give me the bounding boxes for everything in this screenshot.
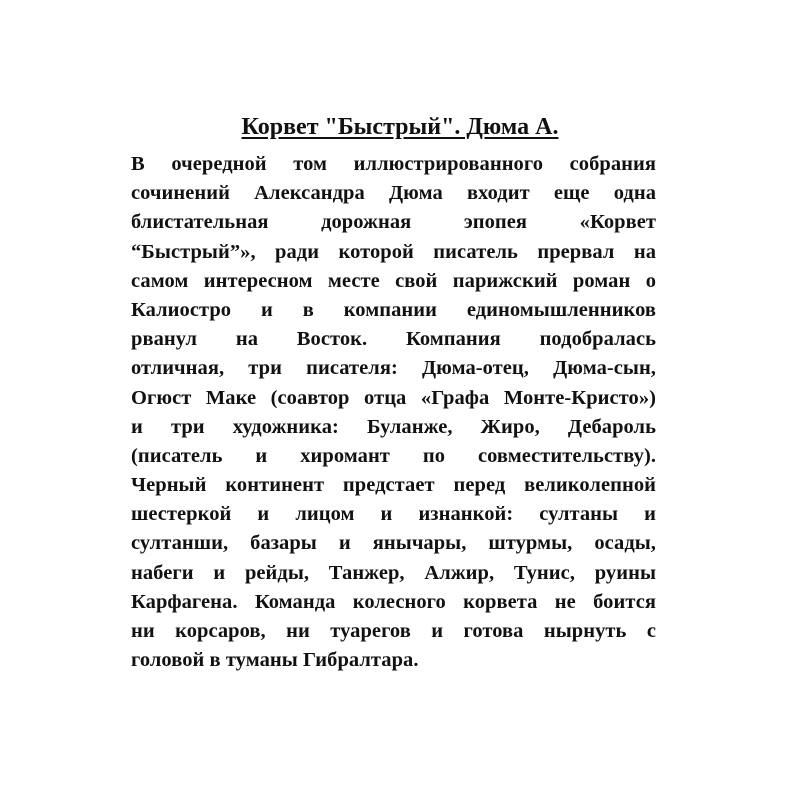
text-line: шестеркой и лицом и изнанкой: султаны и [131, 503, 656, 526]
text-line: рванул на Восток. Компания подобралась [131, 328, 656, 351]
text-line: Калиостро и в компании единомышленников [131, 298, 656, 321]
text-line: Черный континент предстает перед великолепной [131, 474, 656, 497]
text-line: султанши, базары и янычары, штурмы, осады, [131, 532, 656, 555]
text-line: набеги и рейды, Танжер, Алжир, Тунис, руины [131, 561, 656, 584]
text-line: В очередной том иллюстрированного собрания [131, 153, 656, 175]
text-line: Огюст Маке (соавтор отца «Графа Монте-Кристо») [131, 386, 656, 409]
text-line: “Быстрый”», ради которой писатель прервал на [131, 240, 656, 263]
text-line: самом интересном месте свой парижский роман о [131, 269, 656, 292]
text-line: (писатель и хиромант по совместительству). [131, 444, 656, 467]
text-line: отличная, три писателя: Дюма-отец, Дюма-сын, [131, 357, 656, 380]
document-title: Корвет "Быстрый". Дюма А. [241, 114, 559, 140]
text-line: ни корсаров, ни туарегов и готова нырнуть с [131, 620, 656, 642]
text-line: и три художника: Буланже, Жиро, Дебароль [131, 415, 656, 438]
text-line: блистательная дорожная эпопея «Корвет [131, 211, 656, 234]
text-line: Карфагена. Команда колесного корвета не боится [131, 590, 656, 613]
description-paragraph [131, 150, 656, 675]
text-line-last: головой в туманы Гибралтара. [131, 649, 419, 672]
text-line: сочинений Александра Дюма входит еще одна [131, 182, 656, 205]
